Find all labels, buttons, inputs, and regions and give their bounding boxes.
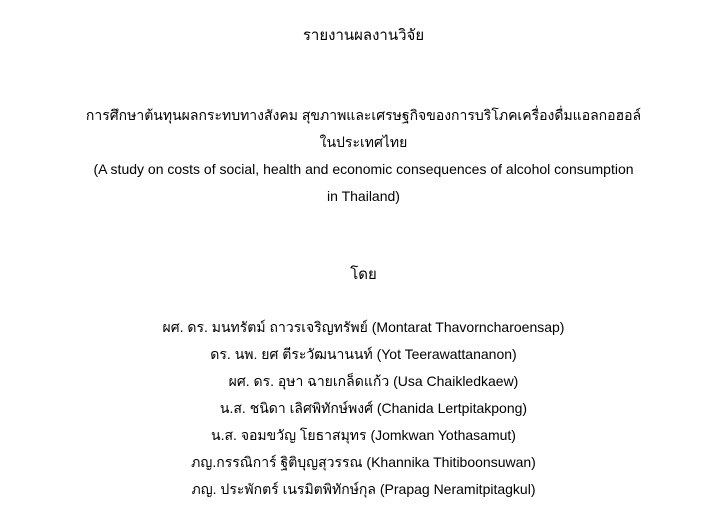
title-thai-line-2: ในประเทศไทย <box>319 134 408 150</box>
author-7: ภญ. ประพักตร์ เนรมิตพิทักษ์กุล (Prapag Neramitpitagkul) <box>191 481 536 497</box>
author-2: ดร. นพ. ยศ ตีระวัฒนานนท์ (Yot Teerawattananon) <box>210 346 517 362</box>
title-english-line-1: (A study on costs of social, health and economic consequences of alcohol consumption <box>93 161 634 177</box>
author-4: น.ส. ชนิดา เลิศพิทักษ์พงศ์ (Chanida Lertpitakpong) <box>219 400 528 416</box>
author-6: ภญ.กรรณิการ์ ฐิติบุญสุวรรณ (Khannika Thitiboonsuwan) <box>191 454 536 470</box>
author-5: น.ส. จอมขวัญ โยธาสมุทร (Jomkwan Yothasamut) <box>211 427 516 443</box>
report-label: รายงานผลงานวิจัย <box>302 27 425 44</box>
author-3: ผศ. ดร. อุษา ฉายเกล็ดแก้ว (Usa Chaikledkaew) <box>228 373 519 389</box>
by-label: โดย <box>350 266 377 283</box>
title-thai-line-1: การศึกษาต้นทุนผลกระทบทางสังคม สุขภาพและเศรษฐกิจของการบริโภคเครื่องดื่มแอลกอฮอล์ <box>85 107 642 123</box>
title-english-line-2: in Thailand) <box>327 188 400 204</box>
author-1: ผศ. ดร. มนทรัตม์ ถาวรเจริญทรัพย์ (Montarat Thavorncharoensap) <box>162 319 565 335</box>
